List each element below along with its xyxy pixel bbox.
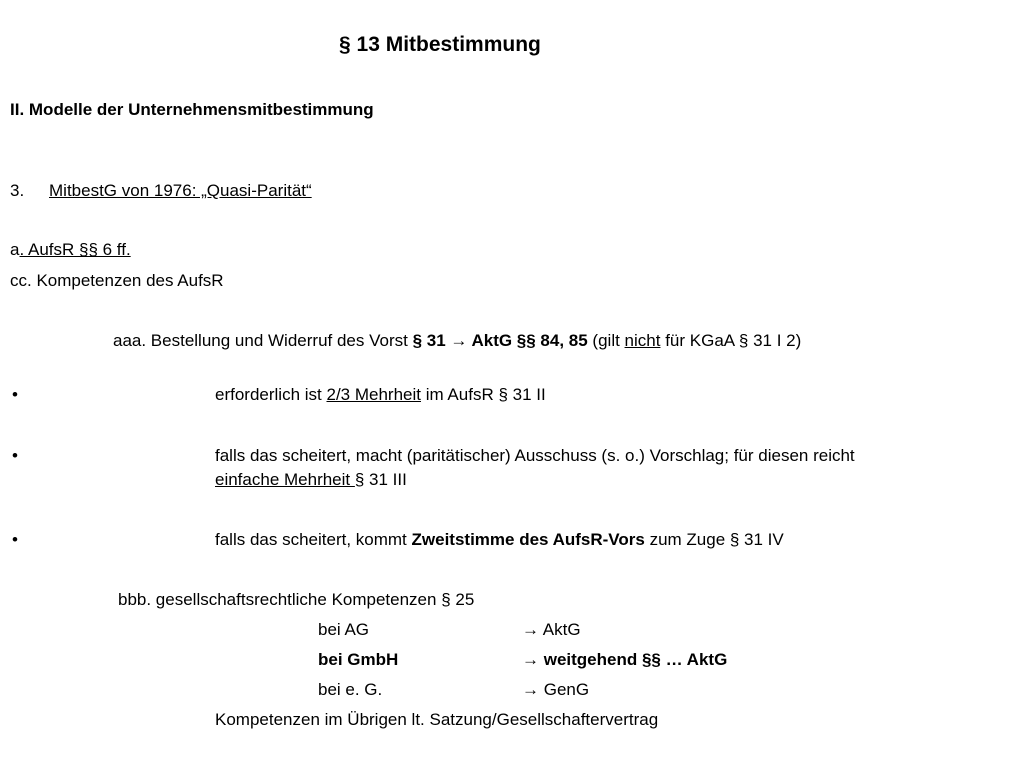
aaa-line — [113, 331, 801, 351]
aaa-bold: § 31 → AktG §§ 84, 85 — [412, 331, 588, 350]
bullet-2-underline: einfache Mehrheit — [215, 470, 355, 489]
bbb-row-ag-right: → AktG — [522, 620, 581, 639]
item-3-number: 3. — [10, 181, 25, 200]
aaa-text-1: aaa. Bestellung und Widerruf des Vorst — [113, 331, 413, 350]
bullet-1-symbol: • — [12, 385, 18, 404]
bbb-row-gmbh-right: → weitgehend §§ … AktG — [522, 650, 728, 669]
bbb-line: bbb. gesellschaftsrechtliche Kompetenzen § 25 — [118, 590, 475, 609]
bbb-row-gmbh-left: bei GmbH — [318, 650, 399, 669]
bullet-2-part-2: § 31 III — [354, 470, 407, 489]
aaa-underline: nicht — [624, 331, 661, 350]
bullet-2-line-2 — [215, 470, 407, 490]
slide-title: § 13 Mitbestimmung — [339, 33, 541, 56]
bbb-row-eg-left: bei e. G. — [318, 680, 383, 699]
bbb-row-ag-left: bei AG — [318, 620, 370, 639]
bullet-3-text — [215, 530, 784, 550]
bullet-1-underline: 2/3 Mehrheit — [326, 385, 421, 404]
bullet-2-symbol: • — [12, 446, 18, 465]
bullet-1-text — [215, 385, 546, 405]
bullet-2-line-1: falls das scheitert, macht (paritätischer) Ausschuss (s. o.) Vorschlag; für diesen reicht — [215, 446, 855, 465]
section-cc: cc. Kompetenzen des AufsR — [10, 271, 224, 290]
section-a-text: . AufsR §§ 6 ff. — [19, 240, 131, 259]
bullet-3-bold: Zweitstimme des AufsR-Vors — [411, 530, 645, 549]
section-a — [10, 240, 131, 260]
section-a-prefix: a — [10, 240, 20, 259]
bbb-footer: Kompetenzen im Übrigen lt. Satzung/Gesellschaftervertrag — [215, 710, 659, 729]
aaa-text-2: (gilt — [587, 331, 625, 350]
bullet-1-part-2: im AufsR § 31 II — [420, 385, 546, 404]
bullet-3-symbol: • — [12, 530, 18, 549]
item-3-text: MitbestG von 1976: „Quasi-Parität“ — [49, 181, 312, 200]
bullet-1-part-1: erforderlich ist — [215, 385, 327, 404]
section-heading: II. Modelle der Unternehmensmitbestimmung — [10, 100, 374, 119]
aaa-text-3: für KGaA § 31 I 2) — [660, 331, 802, 350]
bullet-3-part-2: zum Zuge § 31 IV — [644, 530, 784, 549]
bbb-row-eg-right: → GenG — [522, 680, 590, 699]
bullet-3-part-1: falls das scheitert, kommt — [215, 530, 412, 549]
